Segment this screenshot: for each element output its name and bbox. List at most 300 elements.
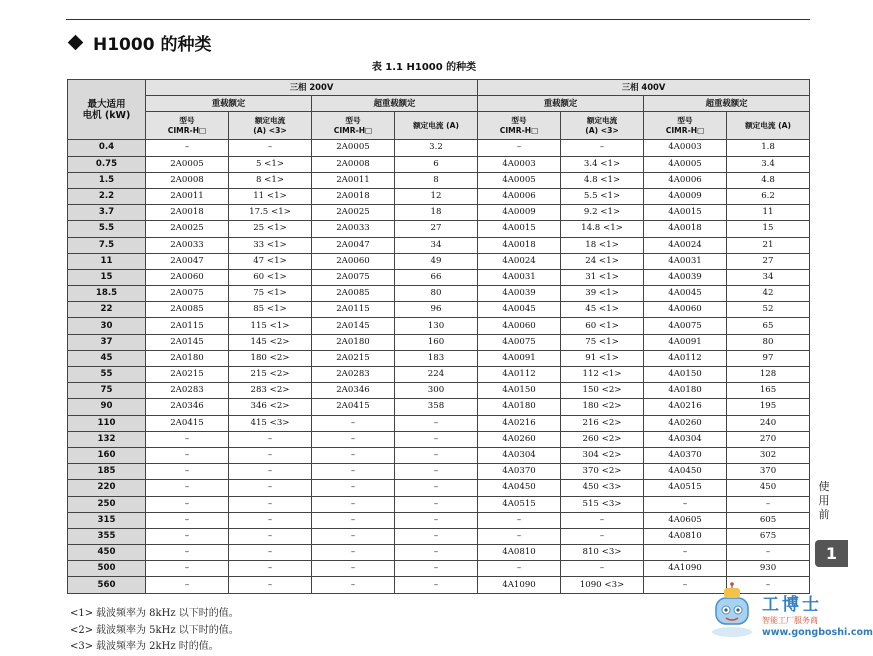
- current-cell: 1.8: [727, 140, 810, 156]
- current-cell: 240: [727, 415, 810, 431]
- table-row: [68, 431, 810, 447]
- current-cell: 183: [395, 350, 478, 366]
- diamond-bullet-icon: [68, 35, 84, 51]
- model-cell: 4A0045: [478, 302, 561, 318]
- model-cell: 2A0075: [146, 286, 229, 302]
- table-row: [68, 367, 810, 383]
- model-column-header: 型号 CIMR-H□: [478, 112, 561, 140]
- model-cell: 2A0215: [146, 367, 229, 383]
- current-cell: 675: [727, 528, 810, 544]
- table-row: [68, 545, 810, 561]
- model-cell: 4A0003: [644, 140, 727, 156]
- model-cell: 4A0260: [478, 431, 561, 447]
- current-cell: –: [395, 447, 478, 463]
- model-cell: 2A0008: [312, 156, 395, 172]
- model-cell: 4A0260: [644, 415, 727, 431]
- current-cell: –: [229, 480, 312, 496]
- motor-kw-cell: 160: [68, 447, 146, 463]
- motor-kw-cell: 560: [68, 577, 146, 593]
- rating-header: 超重载额定: [312, 96, 478, 112]
- model-cell: –: [312, 431, 395, 447]
- table-row: [68, 350, 810, 366]
- current-column-header: 额定电流 (A) <3>: [561, 112, 644, 140]
- current-cell: 300: [395, 383, 478, 399]
- current-cell: –: [395, 464, 478, 480]
- current-cell: 47 <1>: [229, 253, 312, 269]
- model-cell: 4A0006: [644, 172, 727, 188]
- model-cell: 4A0024: [478, 253, 561, 269]
- current-column-header: 额定电流 (A): [395, 112, 478, 140]
- model-cell: 2A0145: [146, 334, 229, 350]
- model-cell: –: [312, 464, 395, 480]
- model-cell: 4A0091: [478, 350, 561, 366]
- model-cell: –: [146, 561, 229, 577]
- model-cell: –: [312, 561, 395, 577]
- model-cell: 2A0005: [146, 156, 229, 172]
- model-cell: 4A0003: [478, 156, 561, 172]
- current-cell: 18 <1>: [561, 237, 644, 253]
- model-cell: 4A0091: [644, 334, 727, 350]
- motor-kw-cell: 5.5: [68, 221, 146, 237]
- current-cell: 39 <1>: [561, 286, 644, 302]
- motor-kw-cell: 3.7: [68, 205, 146, 221]
- current-cell: –: [395, 431, 478, 447]
- current-cell: 216 <2>: [561, 415, 644, 431]
- current-cell: –: [395, 415, 478, 431]
- current-cell: 91 <1>: [561, 350, 644, 366]
- current-cell: 224: [395, 367, 478, 383]
- motor-kw-cell: 185: [68, 464, 146, 480]
- current-cell: 42: [727, 286, 810, 302]
- current-cell: 75 <1>: [229, 286, 312, 302]
- current-cell: –: [229, 464, 312, 480]
- current-cell: –: [561, 561, 644, 577]
- model-cell: 4A1090: [478, 577, 561, 593]
- current-cell: 150 <2>: [561, 383, 644, 399]
- model-cell: –: [644, 496, 727, 512]
- motor-kw-cell: 75: [68, 383, 146, 399]
- model-cell: 2A0415: [146, 415, 229, 431]
- model-cell: 2A0115: [146, 318, 229, 334]
- current-cell: 49: [395, 253, 478, 269]
- group-header-200v: 三相 200V: [146, 80, 478, 96]
- model-cell: –: [478, 561, 561, 577]
- table-row: [68, 528, 810, 544]
- model-cell: 4A0216: [644, 399, 727, 415]
- motor-kw-cell: 15: [68, 269, 146, 285]
- current-cell: 5.5 <1>: [561, 188, 644, 204]
- model-cell: –: [146, 480, 229, 496]
- table-row: [68, 464, 810, 480]
- current-cell: –: [395, 545, 478, 561]
- current-cell: 3.4: [727, 156, 810, 172]
- model-cell: 4A0605: [644, 512, 727, 528]
- table-row: [68, 140, 810, 156]
- rating-header: 超重载额定: [644, 96, 810, 112]
- current-cell: 358: [395, 399, 478, 415]
- current-cell: –: [727, 577, 810, 593]
- current-cell: 165: [727, 383, 810, 399]
- model-cell: 4A0450: [478, 480, 561, 496]
- model-cell: 2A0008: [146, 172, 229, 188]
- current-cell: 302: [727, 447, 810, 463]
- model-cell: –: [478, 528, 561, 544]
- current-cell: 810 <3>: [561, 545, 644, 561]
- current-cell: 9.2 <1>: [561, 205, 644, 221]
- current-cell: –: [561, 528, 644, 544]
- model-cell: 4A0024: [644, 237, 727, 253]
- model-cell: 2A0346: [312, 383, 395, 399]
- current-cell: 195: [727, 399, 810, 415]
- current-cell: 4.8: [727, 172, 810, 188]
- model-cell: 2A0018: [146, 205, 229, 221]
- model-cell: –: [146, 577, 229, 593]
- model-cell: –: [146, 545, 229, 561]
- model-cell: –: [312, 577, 395, 593]
- current-cell: 304 <2>: [561, 447, 644, 463]
- watermark-url: www.gongboshi.com: [762, 627, 873, 638]
- table-caption: 表 1.1 H1000 的种类: [371, 62, 477, 73]
- table-row: [68, 156, 810, 172]
- motor-kw-cell: 0.75: [68, 156, 146, 172]
- current-cell: 6.2: [727, 188, 810, 204]
- current-cell: 75 <1>: [561, 334, 644, 350]
- table-row: [68, 172, 810, 188]
- table-row: [68, 318, 810, 334]
- model-cell: 4A0304: [644, 431, 727, 447]
- table-row: [68, 447, 810, 463]
- current-cell: 450 <3>: [561, 480, 644, 496]
- model-cell: 2A0060: [312, 253, 395, 269]
- table-row: [68, 253, 810, 269]
- current-cell: 8 <1>: [229, 172, 312, 188]
- current-cell: 370: [727, 464, 810, 480]
- current-column-header: 额定电流 (A) <3>: [229, 112, 312, 140]
- motor-kw-cell: 500: [68, 561, 146, 577]
- current-cell: –: [395, 480, 478, 496]
- model-cell: 4A0060: [644, 302, 727, 318]
- chapter-tab[interactable]: 1: [815, 540, 848, 567]
- current-cell: 270: [727, 431, 810, 447]
- model-cell: 4A0006: [478, 188, 561, 204]
- motor-kw-cell: 30: [68, 318, 146, 334]
- current-cell: 15: [727, 221, 810, 237]
- model-cell: 2A0346: [146, 399, 229, 415]
- model-cell: 4A0370: [644, 447, 727, 463]
- table-row: [68, 496, 810, 512]
- table-row: [68, 383, 810, 399]
- model-cell: 4A0112: [478, 367, 561, 383]
- footnote: <3> 载波频率为 2kHz 时的值。: [70, 641, 219, 652]
- model-cell: 4A0039: [644, 269, 727, 285]
- model-cell: 2A0018: [312, 188, 395, 204]
- robot-mascot-icon: [706, 582, 758, 640]
- model-cell: 4A0370: [478, 464, 561, 480]
- model-cell: 2A0060: [146, 269, 229, 285]
- model-cell: 4A0112: [644, 350, 727, 366]
- current-cell: –: [229, 577, 312, 593]
- model-cell: 2A0011: [146, 188, 229, 204]
- current-cell: 115 <1>: [229, 318, 312, 334]
- model-cell: 4A0216: [478, 415, 561, 431]
- current-cell: 112 <1>: [561, 367, 644, 383]
- current-cell: 12: [395, 188, 478, 204]
- motor-kw-cell: 110: [68, 415, 146, 431]
- model-cell: 4A0009: [478, 205, 561, 221]
- current-cell: 930: [727, 561, 810, 577]
- motor-kw-cell: 1.5: [68, 172, 146, 188]
- model-cell: –: [146, 447, 229, 463]
- current-cell: 34: [395, 237, 478, 253]
- model-cell: 4A0045: [644, 286, 727, 302]
- current-cell: 283 <2>: [229, 383, 312, 399]
- current-cell: –: [229, 545, 312, 561]
- model-cell: 4A0015: [644, 205, 727, 221]
- section-heading: [70, 30, 211, 55]
- current-cell: 34: [727, 269, 810, 285]
- current-cell: –: [727, 496, 810, 512]
- current-cell: 215 <2>: [229, 367, 312, 383]
- model-column-header: 型号 CIMR-H□: [146, 112, 229, 140]
- motor-kw-cell: 55: [68, 367, 146, 383]
- model-cell: 4A0150: [478, 383, 561, 399]
- table-row: [68, 188, 810, 204]
- model-cell: –: [644, 577, 727, 593]
- model-cell: 2A0415: [312, 399, 395, 415]
- current-cell: 31 <1>: [561, 269, 644, 285]
- model-cell: 4A0810: [478, 545, 561, 561]
- model-cell: 4A0039: [478, 286, 561, 302]
- model-cell: –: [146, 464, 229, 480]
- model-cell: 4A0304: [478, 447, 561, 463]
- current-cell: –: [229, 496, 312, 512]
- table-row: [68, 399, 810, 415]
- motor-kw-cell: 0.4: [68, 140, 146, 156]
- model-cell: 4A0018: [478, 237, 561, 253]
- watermark-brand: 工博士: [762, 595, 822, 615]
- model-cell: 2A0283: [312, 367, 395, 383]
- model-cell: 4A0150: [644, 367, 727, 383]
- model-cell: 4A0515: [644, 480, 727, 496]
- model-cell: 4A0075: [644, 318, 727, 334]
- model-cell: 2A0025: [146, 221, 229, 237]
- model-cell: 4A0180: [478, 399, 561, 415]
- current-cell: 11 <1>: [229, 188, 312, 204]
- table-row: [68, 269, 810, 285]
- model-cell: 2A0145: [312, 318, 395, 334]
- current-cell: 180 <2>: [561, 399, 644, 415]
- model-cell: –: [312, 545, 395, 561]
- motor-kw-cell: 132: [68, 431, 146, 447]
- table-row: [68, 237, 810, 253]
- model-cell: –: [312, 480, 395, 496]
- current-cell: 8: [395, 172, 478, 188]
- model-cell: 2A0033: [312, 221, 395, 237]
- model-cell: 2A0283: [146, 383, 229, 399]
- model-cell: 2A0047: [312, 237, 395, 253]
- model-cell: –: [312, 415, 395, 431]
- model-cell: 2A0085: [312, 286, 395, 302]
- table-row: [68, 286, 810, 302]
- current-cell: 4.8 <1>: [561, 172, 644, 188]
- current-cell: 66: [395, 269, 478, 285]
- model-column-header: 型号 CIMR-H□: [312, 112, 395, 140]
- current-cell: –: [229, 447, 312, 463]
- watermark: [706, 578, 873, 650]
- current-cell: 80: [395, 286, 478, 302]
- model-cell: –: [146, 528, 229, 544]
- current-cell: 21: [727, 237, 810, 253]
- current-cell: 515 <3>: [561, 496, 644, 512]
- model-cell: 2A0075: [312, 269, 395, 285]
- motor-kw-cell: 220: [68, 480, 146, 496]
- current-cell: 3.2: [395, 140, 478, 156]
- current-cell: –: [395, 512, 478, 528]
- motor-kw-cell: 11: [68, 253, 146, 269]
- table-row: [68, 302, 810, 318]
- current-cell: 130: [395, 318, 478, 334]
- model-cell: 2A0115: [312, 302, 395, 318]
- model-cell: 4A0515: [478, 496, 561, 512]
- current-cell: 346 <2>: [229, 399, 312, 415]
- current-cell: 96: [395, 302, 478, 318]
- current-cell: 605: [727, 512, 810, 528]
- model-cell: –: [478, 140, 561, 156]
- motor-kw-cell: 7.5: [68, 237, 146, 253]
- table-row: [68, 205, 810, 221]
- motor-kw-cell: 450: [68, 545, 146, 561]
- current-cell: 5 <1>: [229, 156, 312, 172]
- motor-kw-cell: 45: [68, 350, 146, 366]
- current-cell: –: [727, 545, 810, 561]
- table-row: [68, 480, 810, 496]
- table-row: [68, 561, 810, 577]
- current-cell: 85 <1>: [229, 302, 312, 318]
- footnotes: [70, 606, 239, 656]
- model-cell: –: [312, 496, 395, 512]
- motor-kw-cell: 315: [68, 512, 146, 528]
- model-column-header: 型号 CIMR-H□: [644, 112, 727, 140]
- current-cell: 25 <1>: [229, 221, 312, 237]
- table-row: [68, 577, 810, 593]
- current-cell: –: [395, 577, 478, 593]
- current-cell: –: [395, 561, 478, 577]
- current-cell: 1090 <3>: [561, 577, 644, 593]
- current-cell: 97: [727, 350, 810, 366]
- current-cell: 60 <1>: [561, 318, 644, 334]
- current-column-header: 额定电流 (A): [727, 112, 810, 140]
- current-cell: 6: [395, 156, 478, 172]
- current-cell: –: [229, 528, 312, 544]
- model-cell: 2A0047: [146, 253, 229, 269]
- model-cell: 2A0011: [312, 172, 395, 188]
- model-cell: 2A0085: [146, 302, 229, 318]
- model-cell: 4A0450: [644, 464, 727, 480]
- motor-kw-header: 最大适用 电机 (kW): [68, 80, 146, 140]
- model-cell: –: [146, 431, 229, 447]
- h1000-model-table: [67, 79, 810, 594]
- current-cell: 80: [727, 334, 810, 350]
- table-row: [68, 415, 810, 431]
- current-cell: 128: [727, 367, 810, 383]
- model-cell: 4A0005: [478, 172, 561, 188]
- current-cell: 260 <2>: [561, 431, 644, 447]
- model-cell: 2A0180: [312, 334, 395, 350]
- current-cell: 370 <2>: [561, 464, 644, 480]
- current-cell: 160: [395, 334, 478, 350]
- model-cell: 2A0033: [146, 237, 229, 253]
- current-cell: 27: [395, 221, 478, 237]
- motor-kw-cell: 250: [68, 496, 146, 512]
- current-cell: –: [229, 512, 312, 528]
- current-cell: 14.8 <1>: [561, 221, 644, 237]
- group-header-400v: 三相 400V: [478, 80, 810, 96]
- current-cell: –: [229, 431, 312, 447]
- current-cell: 17.5 <1>: [229, 205, 312, 221]
- model-cell: 4A0810: [644, 528, 727, 544]
- current-cell: –: [229, 140, 312, 156]
- current-cell: 27: [727, 253, 810, 269]
- rating-header: 重载额定: [146, 96, 312, 112]
- table-row: [68, 512, 810, 528]
- model-cell: 4A0031: [644, 253, 727, 269]
- current-cell: 180 <2>: [229, 350, 312, 366]
- model-cell: 4A0009: [644, 188, 727, 204]
- motor-kw-cell: 37: [68, 334, 146, 350]
- current-cell: 65: [727, 318, 810, 334]
- current-cell: –: [561, 140, 644, 156]
- side-tab-label: 使 用 前: [818, 480, 830, 521]
- motor-kw-cell: 22: [68, 302, 146, 318]
- current-cell: 11: [727, 205, 810, 221]
- model-cell: 4A0015: [478, 221, 561, 237]
- current-cell: –: [561, 512, 644, 528]
- current-cell: 3.4 <1>: [561, 156, 644, 172]
- model-cell: 4A0005: [644, 156, 727, 172]
- current-cell: 33 <1>: [229, 237, 312, 253]
- model-cell: 4A1090: [644, 561, 727, 577]
- model-cell: –: [312, 528, 395, 544]
- watermark-tagline: 智能工厂服务商: [762, 616, 818, 625]
- current-cell: –: [395, 528, 478, 544]
- table-row: [68, 334, 810, 350]
- page-title: H1000 的种类: [93, 35, 212, 55]
- current-cell: 450: [727, 480, 810, 496]
- model-cell: 4A0060: [478, 318, 561, 334]
- model-cell: 2A0215: [312, 350, 395, 366]
- current-cell: 45 <1>: [561, 302, 644, 318]
- rating-header: 重载额定: [478, 96, 644, 112]
- motor-kw-cell: 2.2: [68, 188, 146, 204]
- model-cell: –: [312, 447, 395, 463]
- current-cell: 24 <1>: [561, 253, 644, 269]
- current-cell: 145 <2>: [229, 334, 312, 350]
- footnote: <1> 载波频率为 8kHz 以下时的值。: [70, 608, 239, 619]
- current-cell: 52: [727, 302, 810, 318]
- model-cell: 2A0025: [312, 205, 395, 221]
- current-cell: 18: [395, 205, 478, 221]
- motor-kw-cell: 90: [68, 399, 146, 415]
- top-rule: [66, 19, 810, 20]
- current-cell: 60 <1>: [229, 269, 312, 285]
- motor-kw-cell: 18.5: [68, 286, 146, 302]
- model-cell: 4A0031: [478, 269, 561, 285]
- current-cell: –: [229, 561, 312, 577]
- model-cell: 4A0180: [644, 383, 727, 399]
- model-cell: –: [312, 512, 395, 528]
- model-cell: –: [644, 545, 727, 561]
- table-row: [68, 221, 810, 237]
